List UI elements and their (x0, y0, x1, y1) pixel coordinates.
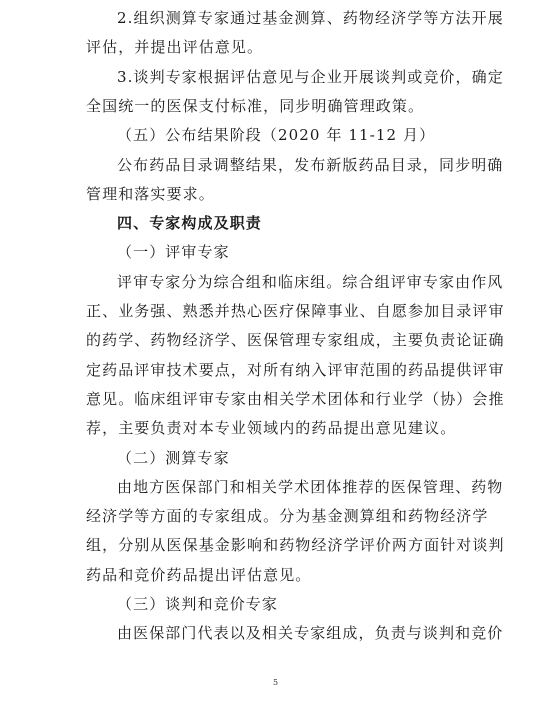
paragraph-line: 公布药品目录调整结果，发布新版药品目录，同步明确 (117, 155, 504, 174)
paragraph-line: 评估，并提出评估意见。 (86, 38, 264, 57)
paragraph-line: 3.谈判专家根据评估意见与企业开展谈判或竞价，确定 (117, 67, 504, 86)
paragraph-line: 经济学等方面的专家组成。分为基金测算组和药物经济学 (86, 507, 489, 526)
paragraph-line: 由地方医保部门和相关学术团体推荐的医保管理、药物 (117, 477, 504, 496)
paragraph-line: 2.组织测算专家通过基金测算、药物经济学等方法开展 (117, 9, 504, 27)
paragraph-line: 评审专家分为综合组和临床组。综合组评审专家由作风 (117, 272, 504, 291)
paragraph-line: 荐，主要负责对本专业领域内的药品提出意见建议。 (86, 419, 457, 438)
subsection-heading: （二）测算专家 (117, 448, 230, 467)
page-number: 5 (272, 678, 279, 687)
paragraph-line: 正、业务强、熟悉并热心医疗保障事业、自愿参加目录评审 (86, 302, 505, 320)
chapter-heading: 四、专家构成及职责 (117, 214, 262, 233)
paragraph-line: 定药品评审技术要点，对所有纳入评审范围的药品提供评审 (86, 360, 505, 379)
paragraph-line: 由医保部门代表以及相关专家组成，负责与谈判和竞价 (117, 624, 504, 643)
paragraph-line: 的药学、药物经济学、医保管理专家组成，主要负责论证确 (86, 331, 505, 350)
section-heading: （五）公布结果阶段（2020 年 11-12 月） (117, 126, 436, 145)
paragraph-line: 全国统一的医保支付标准，同步明确管理政策。 (86, 96, 425, 115)
subsection-heading: （三）谈判和竞价专家 (117, 595, 279, 613)
paragraph-line: 管理和落实要求。 (86, 184, 215, 203)
paragraph-line: 组，分别从医保基金影响和药物经济学评价两方面针对谈判 (86, 536, 505, 555)
paragraph-line: 药品和竞价药品提出评估意见。 (86, 565, 312, 584)
paragraph-line: 意见。临床组评审专家由相关学术团体和行业学（协）会推 (86, 389, 505, 408)
subsection-heading: （一）评审专家 (117, 243, 230, 262)
